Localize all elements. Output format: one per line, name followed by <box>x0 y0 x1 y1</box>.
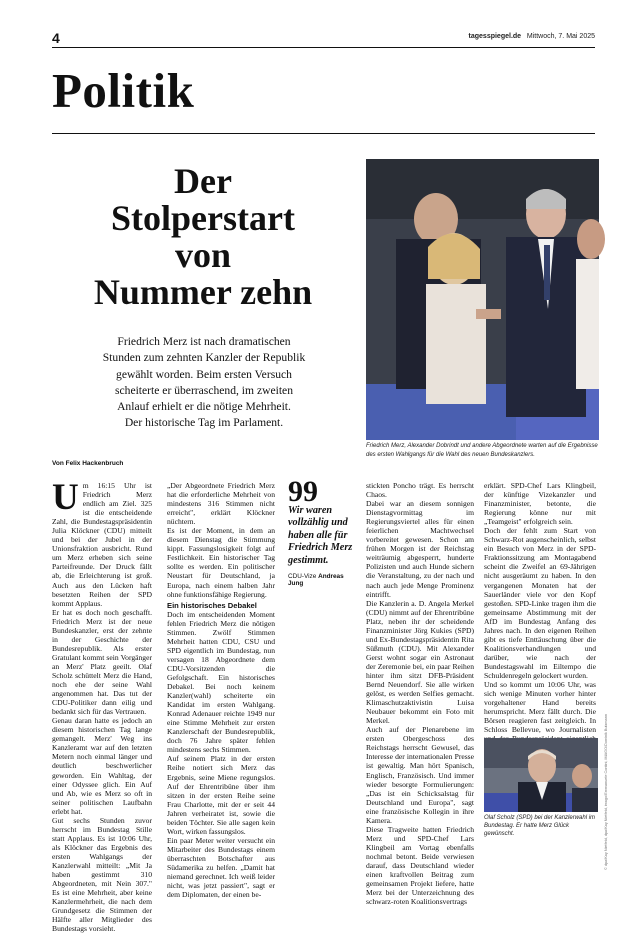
paragraph: Doch im entscheidenden Moment fehlen Friedrich Merz die nötigen Stimmen. Zwölf Stimmen Mehrheit hatten CDU, CSU und SPD eigentlich im Bundestag, nun versagen 18 Abgeordnete dem CDU-Vorsitzenden die Gefolgschaft. Ein historisches Debakel. Bei noch keinem Kanzler(wahl) scheiterte ein Kandidat im ersten Wahlgang. Konrad Adenauer reichte 1949 nur eine Stimme Mehrheit zur ersten Kanzlerschaft der Bundesrepublik, doch 76 Jahre später fehlen mindestens sechs Stimmen. <box>167 609 275 755</box>
paragraph: „Der Abgeordnete Friedrich Merz hat die erforderliche Mehrheit von mindestens 316 Stimmen nicht erreicht", erklärt Klöckner nüchtern. <box>167 481 275 527</box>
lead-line: Stunden zum zehnten Kanzler der Republik <box>102 351 306 365</box>
paragraph: Er hat es doch noch geschafft. Friedrich Merz ist der neue Bundeskanzler, erst der zehnte in der Geschichte der Bundesrepublik. Als erster Gratulant kommt sein Vorgänger an Merz' Platz geeilt. Olaf Scholz schüttelt Merz die Hand, noch ehe der seine Wahl angenommen hat. Das tut der CDU-Politiker dann eilig und bedankt sich für das Vertrauen. <box>52 607 152 717</box>
scholz-photo-caption: Olaf Scholz (SPD) bei der Kanzlerwahl im Bundestag. Er hatte Merz Glück gewünscht. <box>484 815 596 838</box>
text-column-3 <box>366 481 474 907</box>
lead-paragraph <box>60 334 348 432</box>
masthead <box>469 33 595 40</box>
header-rule <box>52 47 595 48</box>
subheading: Ein historisches Debakel <box>167 600 257 610</box>
paragraph: erklärt. SPD-Chef Lars Klingbeil, der künftige Vizekanzler und Finanzminister, betonte, die Regierung könne nur mit „Teamgeist" erfolgreich sein. <box>484 481 596 527</box>
section-title: Politik <box>52 63 195 118</box>
headline <box>52 163 354 311</box>
quote-source-name: Andreas Jung <box>288 573 344 588</box>
main-photo <box>366 159 599 440</box>
quote-mark-icon: 99 <box>288 475 318 508</box>
page-header <box>52 30 595 46</box>
lead-line: scheiterte er überraschend, im zweiten <box>114 383 293 397</box>
quote-line: gestimmt. <box>288 554 329 566</box>
text-column-4 <box>484 481 596 736</box>
pull-quote <box>288 475 358 588</box>
scholz-photo <box>484 738 598 812</box>
quote-line: Friedrich Merz <box>288 542 353 554</box>
headline-line: Nummer zehn <box>93 272 313 312</box>
lead-line: Friedrich Merz ist nach dramatischen <box>117 335 291 348</box>
paragraph: Doch der fehlt zum Start von Schwarz-Rot augenscheinlich, selbst ein Besuch von Merz in der SPD-Fraktionssitzung am Montagabend scheint die Zweifel an 69-Jährigen nicht ausgeräumt zu haben. In den vergangenen Monaten hat der Sauerländer viele vor den Kopf gestoßen. SPD-Linke tragen ihm die gemeinsame Abstimmung mit der AfD im Bundestag Anfang des Jahres nach. In den eigenen Reihen gibt es tiefe Enttäuschung über die Koalitionsverhandlungen und darüber, wie nach der Bundestagswahl im Eiltempo die Schuldenregeln gelockert wurden. <box>484 526 596 680</box>
paragraph: Genau daran hatte es jedoch an diesem historischen Tag lange gemangelt. Merz' Weg ins Kanzleramt war auf den letzten Metern noch einmal länger und deutlich beschwerlicher geworden. Ein Wahltag, der einer Odyssee glich. Ein Auf und Ab, wie es Merz so oft in seiner politischen Laufbahn erlebt hat. <box>52 716 152 816</box>
paragraph <box>52 477 152 608</box>
paragraph: Und so kommt um 10:06 Uhr, was sich wenige Minuten vorher hinter vorgehaltener Hand bereits herumspricht. Merz fällt durch. Die Börsen reagieren fast zeitgleich. In Schloss Bellevue, wo Journalisten <box>484 680 596 735</box>
paragraph: Ein paar Meter weiter versucht ein Mitarbeiter des Bundestags einem überraschten Botschafter aus Südamerika zu helfen. „Damit hat niemand gerechnet. Ich weiß leider nicht, was jetzt passiert", sagt er dem Diplomaten, der einen be- <box>167 835 275 900</box>
paragraph: Auch auf der Plenarebene im ersten Obergeschoss des Reichstags herrscht Gewusel, das Interesse der internationalen Presse ist gewaltig. Man hört Spanisch, Englisch, Französisch. Und immer wieder besorgte Formulierungen: „Das ist ein Schicksalstag für Deutschland und Europa", sagt eine französische Kollegin in ihre Kamera. <box>366 725 474 825</box>
quote-line: haben alle für <box>288 529 348 541</box>
quote-line: vollzählig und <box>288 517 348 529</box>
byline: Von Felix Hackenbruch <box>52 460 124 467</box>
quote-line: Wir waren <box>288 505 333 516</box>
paragraph: Die Kanzlerin a. D. Angela Merkel (CDU) nimmt auf der Ehrentribüne Platz, neben ihr der scheidende Finanzminister Jörg Kukies (SPD) und Ex-Bundestagspräsidentin Rita Süßmuth (CDU). Mit Alexander Gerst wohnt sogar ein Astronaut der Zeremonie bei, ein paar Reihen hinter ihm sitzt DFB-Präsident Bernd Neuendorf. Sie alle wirken gelöst, es werden Selfies gemacht. Klimaschutzaktivistin Luisa Neubauer bekommt ein Foto mit Merkel. <box>366 598 474 726</box>
photo-credit: © dpa/Kay Nietfeld, dpa/Kay Nietfeld, imago/Emmanuele Contini, IMAGO/Dominik Butzmann <box>604 713 608 870</box>
lead-line: Anlauf erhielt er die nötige Mehrheit. <box>117 400 291 414</box>
paragraph-text: m 16:15 Uhr ist Friedrich Merz endlich am Ziel. 325 ist die entscheidende Zahl, die Bundestagspräsidentin Julia Klöckner (CDU) mitteilt und bei der Jubel in der Unionsfraktion ausbricht. Rund um Merz erheben sich seine Parteifreunde. Der Druck fällt ab, die Erleichterung ist groß. Auch aus den Lücken haft besetzten Reihen der SPD kommt Applaus. <box>52 481 152 608</box>
headline-line: Der <box>174 161 232 201</box>
lead-line: Der historische Tag im Parlament. <box>124 416 284 430</box>
quote-source <box>288 573 358 587</box>
paragraph: Gut sechs Stunden zuvor herrscht im Bundestag Stille statt Applaus. Es ist 10:06 Uhr, als Klöckner das Ergebnis des ersten Wahlgangs der Kanzlerwahl mitteilt: „Mit Ja haben gestimmt 310 Abgeordneten, mit Nein 307." Es ist eine Mehrheit, aber keine Kanzlermehrheit, die nach dem Grundgesetz die Stimmen der Hälfte aller Mitglieder des Bundestags vorsieht. <box>52 815 152 933</box>
scholz-photo-illustration <box>484 738 598 812</box>
paragraph: stickten Poncho trägt. Es herrscht Chaos. <box>366 481 474 500</box>
paragraph: Dabei war an diesem sonnigen Dienstagvormittag im Regierungsviertel alles für einen feierlichen Machtwechsel vorbereitet gewesen. Schon am frühen Morgen ist der Reichstag weiträumig abgesperrt, hunderte Polizisten und auch Hunde sichern die Veranstaltung, zu der nach und nach auch jede Menge Prominenz eintrifft. <box>366 499 474 599</box>
lead-line: gewählt worden. Beim ersten Versuch <box>116 367 292 381</box>
issue-date: Mittwoch, 7. Mai 2025 <box>526 33 595 40</box>
text-column-2 <box>167 481 275 900</box>
quote-text <box>288 505 358 567</box>
main-photo-caption: Friedrich Merz, Alexander Dobrindt und andere Abgeordnete warten auf die Ergebnisse des ersten Wahlgangs für die Wahl des neuen Bundeskanzlers. <box>366 443 598 458</box>
paragraph: Es ist der Moment, in dem an diesem Dienstag die Stimmung kippt. Fassungslosigkeit folgt auf Festlichkeit. Ein historischer Tag sollte es werden. Ein politischer Neustart für Deutschland, ja Europa, nach einem halben Jahr ohne funktionsfähige Regierung. <box>167 526 275 599</box>
site-name: tagesspiegel.de <box>468 33 522 40</box>
headline-line: Stolperstart <box>111 198 295 238</box>
paragraph: Auf seinem Platz in der ersten Reihe notiert sich Merz das Ergebnis, seine Miene regungslos. Auf der Ehrentribüne über ihm sitzen in der ersten Reihe seine Frau Charlotte, mit der er seit 44 Jahren verheiratet ist, sowie die beiden Töchter. Sie alle sagen kein Wort, wirken fassungslos. <box>167 754 275 836</box>
drop-cap: U <box>52 477 79 518</box>
paragraph: Diese Tragweite hatten Friedrich Merz und SPD-Chef Lars Klingbeil am Vortag ebenfalls nochmal betont. Beide verwiesen darauf, dass Deutschland wieder einen kraftvollen Beitrag zum gemeinsamen Projekt liefere, hatte Merz bei der Unterzeichnung des schwarz-roten Koalitionsvertrags <box>366 824 474 907</box>
page-number: 4 <box>52 30 60 46</box>
quote-source-role: CDU-Vize <box>288 573 317 581</box>
section-rule <box>52 133 595 134</box>
headline-line: von <box>174 235 232 275</box>
text-column-1 <box>52 477 152 933</box>
parliament-photo-illustration <box>366 159 599 440</box>
